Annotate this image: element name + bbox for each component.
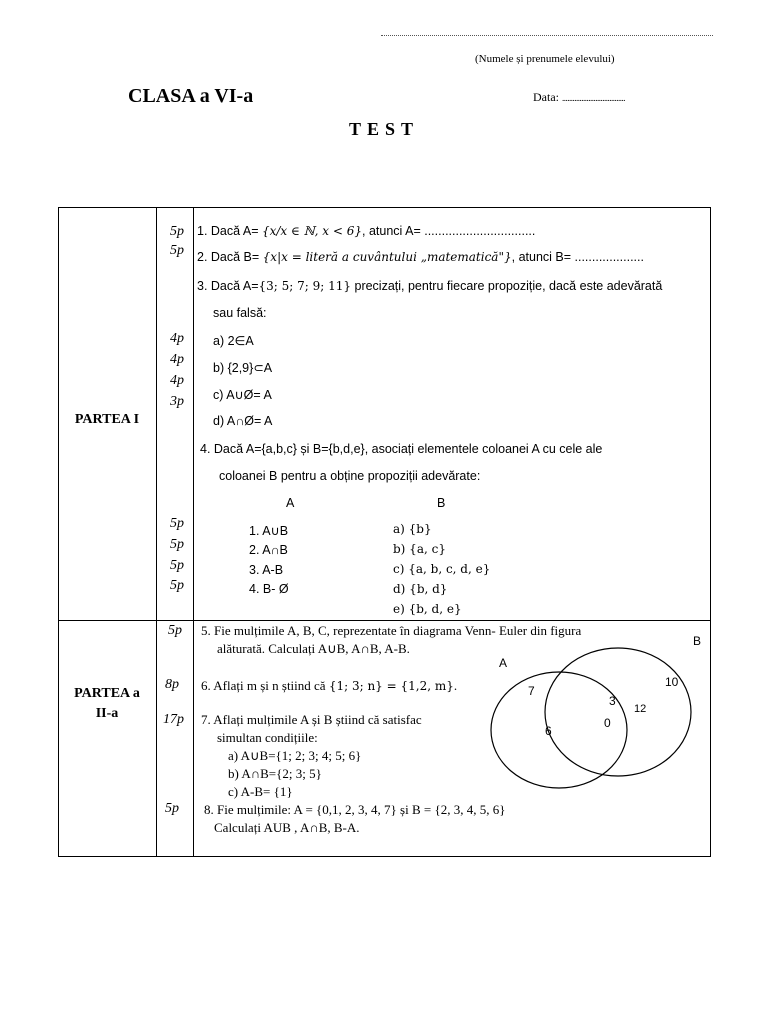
q3-text-a: 3. Dacă A= <box>197 279 259 293</box>
q6-tail: . <box>453 678 458 693</box>
q1-set: {x/x ∈ ℕ, x < 6} <box>261 224 363 238</box>
q3-set: {3; 5; 7; 9; 11} <box>258 279 352 293</box>
q2-text: 2. Dacă B= <box>197 250 263 264</box>
points-q1: 5p <box>170 224 184 239</box>
points-q4-1: 5p <box>170 516 184 531</box>
part2-title-line2: II-a <box>95 706 119 721</box>
venn-value-7: 7 <box>528 684 535 698</box>
points-q3d: 3p <box>170 394 184 409</box>
points-q7: 17p <box>163 712 184 727</box>
question-5: 5. Fie mulțimile A, B, C, reprezentate în diagrama Venn- Euler din figura <box>201 623 582 638</box>
q6-equation: {1; 3; n} = {1,2, m} <box>328 679 454 693</box>
test-title: TEST <box>348 119 420 139</box>
question-8-line2: Calculați AUB , A∩B, B-A. <box>214 820 360 835</box>
venn-set-a <box>491 672 627 788</box>
student-name-line <box>381 35 713 36</box>
part2-title-line1: PARTEA a <box>74 686 140 701</box>
q7-item-b: b) A∩B={2; 3; 5} <box>228 766 322 781</box>
points-q4-2: 5p <box>170 537 184 552</box>
col-b-item-e: e) {b, d, e} <box>393 602 462 616</box>
part2-title <box>58 684 156 724</box>
venn-value-3: 3 <box>609 694 616 708</box>
venn-label-a: A <box>499 656 508 670</box>
q3-text-b: precizați, pentru fiecare propoziție, dacă este adevărată <box>351 279 663 293</box>
col-a-item-2: 2. A∩B <box>249 543 288 557</box>
question-4: 4. Dacă A={a,b,c} și B={b,d,e}, asociați elementele coloanei A cu cele ale <box>200 442 603 456</box>
question-7: 7. Aflați mulțimile A și B știind că satisfac <box>201 712 422 727</box>
col-b-item-d: d) {b, d} <box>393 582 448 596</box>
question-3 <box>197 279 662 293</box>
date-dots: .................................... <box>562 93 625 103</box>
points-q8: 5p <box>165 801 179 816</box>
column-divider-2 <box>193 207 194 857</box>
q3-item-d: d) A∩Ø= A <box>213 414 273 428</box>
points-q6: 8p <box>165 677 179 692</box>
points-q2: 5p <box>170 243 184 258</box>
question-2 <box>197 250 644 264</box>
venn-value-0: 0 <box>604 716 611 730</box>
venn-value-6: 6 <box>545 724 552 738</box>
question-1 <box>197 224 535 238</box>
q1-text: 1. Dacă A= <box>197 224 262 238</box>
q7-item-a: a) A∪B={1; 2; 3; 4; 5; 6} <box>228 748 362 763</box>
column-divider-1 <box>156 207 157 857</box>
points-q4-4: 5p <box>170 578 184 593</box>
q6-text: 6. Aflați m și n știind că <box>201 678 329 693</box>
col-b-item-b: b) {a, c} <box>393 542 446 556</box>
points-q4-3: 5p <box>170 558 184 573</box>
venn-diagram <box>480 640 710 805</box>
col-a-item-4: 4. B- Ø <box>249 582 289 596</box>
column-a-header: A <box>286 496 295 510</box>
column-b-header: B <box>437 496 446 510</box>
points-q3c: 4p <box>170 373 184 388</box>
q3-item-c: c) A∪Ø= A <box>213 388 272 402</box>
q7-item-c: c) A-B= {1} <box>228 784 293 799</box>
col-a-item-1: 1. A∪B <box>249 524 289 538</box>
points-q5: 5p <box>168 623 182 638</box>
row-divider <box>58 620 711 621</box>
question-7-line2: simultan condițiile: <box>217 730 318 745</box>
col-b-item-c: c) {a, b, c, d, e} <box>393 562 491 576</box>
venn-set-b <box>545 648 691 776</box>
question-5-line2: alăturată. Calculați A∪B, A∩B, A-B. <box>217 641 410 656</box>
q2-tail: , atunci B= .................... <box>511 250 644 264</box>
points-q3a: 4p <box>170 331 184 346</box>
venn-value-12: 12 <box>634 703 647 715</box>
date-label: Data: <box>533 90 559 104</box>
venn-value-10: 10 <box>665 675 679 689</box>
question-4-line2: coloanei B pentru a obține propoziții adevărate: <box>219 469 481 483</box>
class-title: CLASA a VI-a <box>128 85 254 107</box>
question-6 <box>201 678 457 694</box>
points-q3b: 4p <box>170 352 184 367</box>
col-b-item-a: a) {b} <box>393 522 432 536</box>
col-a-item-3: 3. A-B <box>249 563 284 577</box>
q3-item-a: a) 2∈A <box>213 334 254 348</box>
date-field <box>533 90 625 105</box>
student-name-label: (Numele și prenumele elevului) <box>475 53 615 65</box>
part1-title: PARTEA I <box>74 412 140 427</box>
q2-set: {x|x = literă a cuvântului „matematică"} <box>262 250 512 264</box>
question-8: 8. Fie mulțimile: A = {0,1, 2, 3, 4, 7} și B = {2, 3, 4, 5, 6} <box>204 802 506 817</box>
q3-item-b: b) {2,9}⊂A <box>213 361 273 375</box>
venn-label-b: B <box>693 634 702 648</box>
question-3-line2: sau falsă: <box>213 306 267 320</box>
q1-tail: , atunci A= ................................ <box>362 224 536 238</box>
